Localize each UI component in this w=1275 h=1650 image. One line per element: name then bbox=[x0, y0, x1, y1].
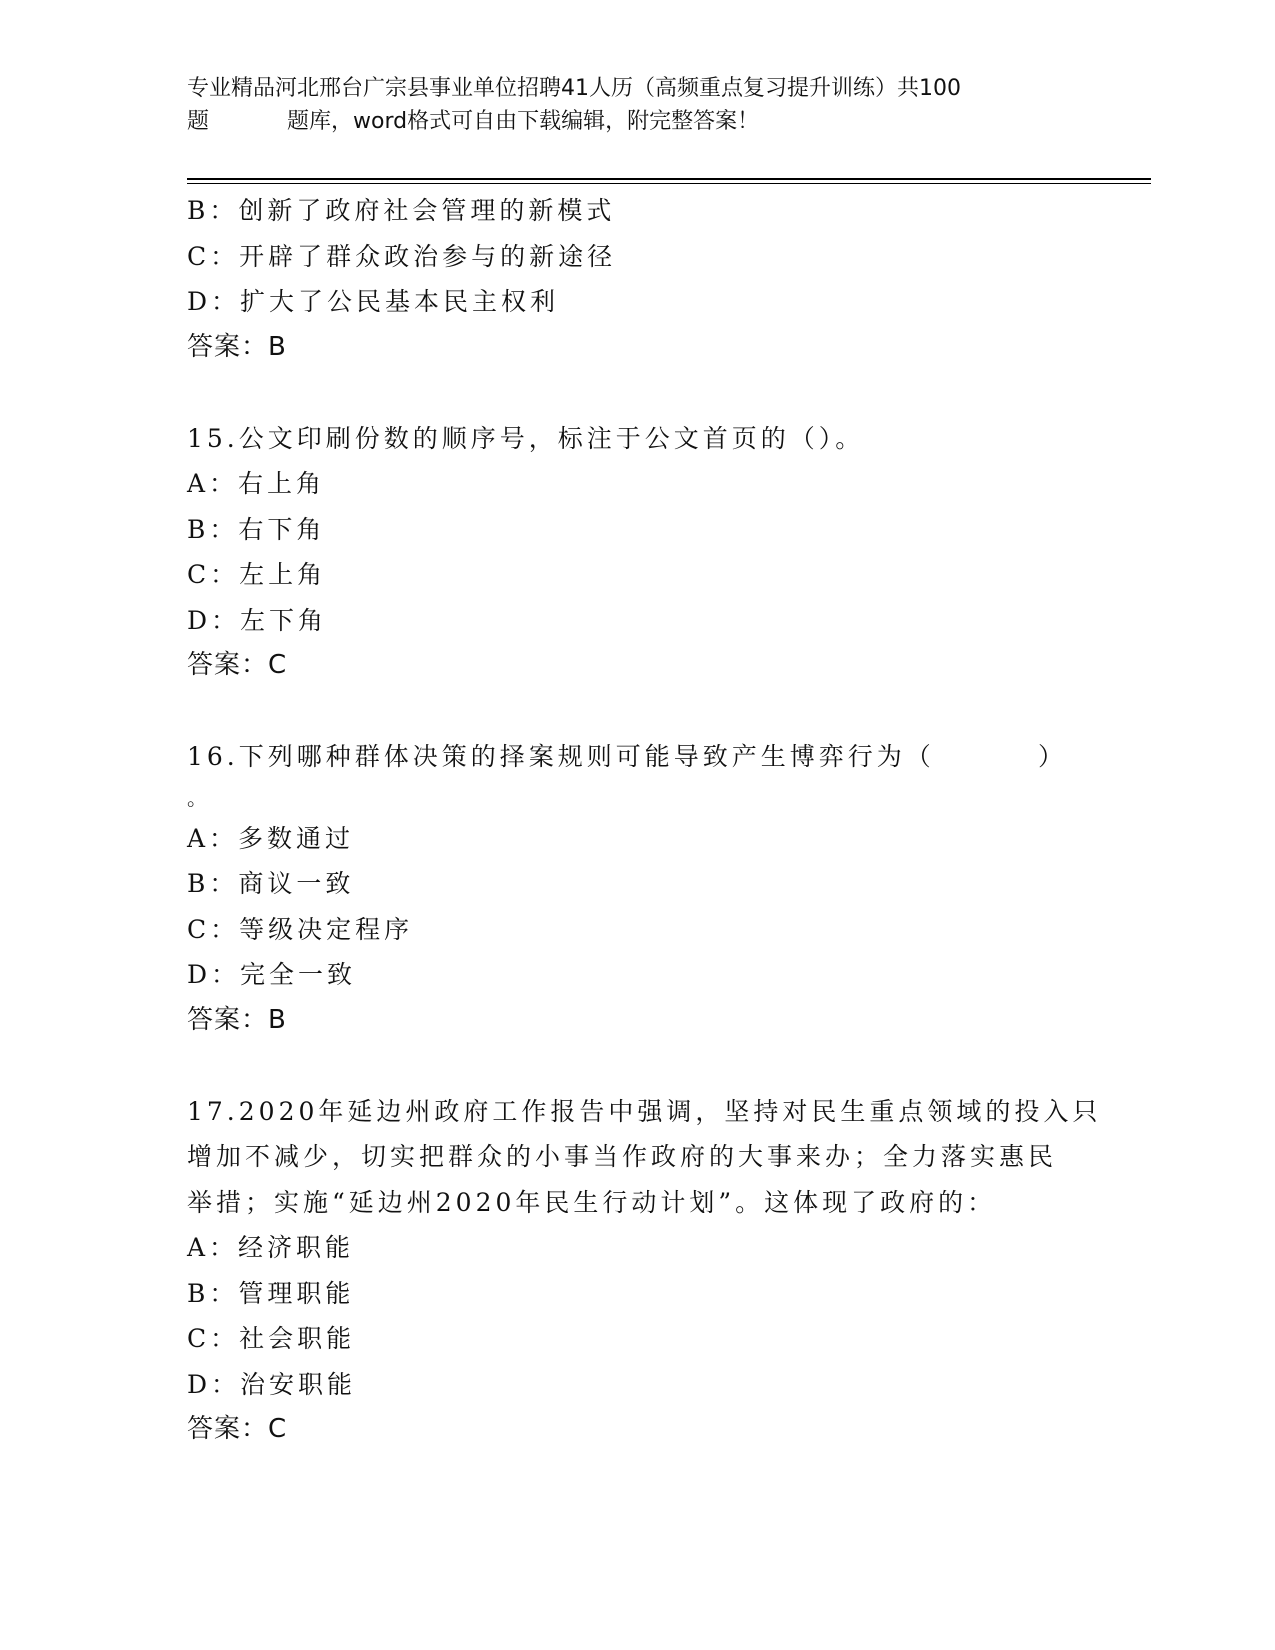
q17-option-d: D：治安职能 bbox=[187, 1369, 357, 1399]
q16-stem-text: 16.下列哪种群体决策的择案规则可能导致产生博弈行为（ bbox=[187, 742, 935, 771]
header-rule-thick bbox=[187, 178, 1151, 180]
q15-stem: 15.公文印刷份数的顺序号，标注于公文首页的（）。 bbox=[187, 423, 865, 453]
q17-answer: 答案：C bbox=[187, 1414, 288, 1444]
q16-option-d: D：完全一致 bbox=[187, 960, 357, 989]
q16-stem-tail: 。 bbox=[187, 785, 211, 810]
header-title-line2 bbox=[187, 105, 1067, 138]
q16-stem-close: ） bbox=[1037, 742, 1067, 771]
question-content bbox=[187, 188, 1102, 1453]
q14-option-c: C：开辟了群众政治参与的新途径 bbox=[187, 241, 617, 271]
q17-stem-line3: 举措；实施“延边州2020年民生行动计划”。这体现了政府的： bbox=[187, 1187, 997, 1217]
header-title-line1: 专业精品河北邢台广宗县事业单位招聘41人历（高频重点复习提升训练）共100 bbox=[187, 76, 961, 101]
q15-answer: 答案：C bbox=[187, 650, 288, 680]
q15-option-d: D：左下角 bbox=[187, 605, 328, 635]
document-header bbox=[187, 72, 1067, 138]
q17-stem-line2: 增加不减少，切实把群众的小事当作政府的大事来办；全力落实惠民 bbox=[187, 1142, 1058, 1171]
q15-option-c: C：左上角 bbox=[187, 560, 327, 589]
q15-option-b: B：右下角 bbox=[187, 514, 326, 544]
q16-stem bbox=[187, 734, 1067, 780]
q15-option-a: A：右上角 bbox=[187, 469, 326, 498]
q14-option-b: B：创新了政府社会管理的新模式 bbox=[187, 196, 616, 225]
q16-option-c: C：等级决定程序 bbox=[187, 914, 414, 944]
q17-option-a: A：经济职能 bbox=[187, 1233, 355, 1262]
q17-stem-line1: 17.2020年延边州政府工作报告中强调，坚持对民生重点领域的投入只 bbox=[187, 1096, 1102, 1126]
q14-answer: 答案：B bbox=[187, 331, 287, 362]
header-title-line2-a: 题 bbox=[187, 109, 210, 134]
header-title-line2-b: 题库，word格式可自由下载编辑，附完整答案！ bbox=[287, 109, 760, 134]
header-rule-thin bbox=[187, 183, 1151, 184]
q17-option-b: B：管理职能 bbox=[187, 1278, 355, 1308]
q17-option-c: C：社会职能 bbox=[187, 1324, 356, 1353]
q16-answer: 答案：B bbox=[187, 1004, 287, 1035]
q16-option-b: B：商议一致 bbox=[187, 869, 355, 898]
q16-option-a: A：多数通过 bbox=[187, 823, 355, 853]
q14-option-d: D：扩大了公民基本民主权利 bbox=[187, 287, 560, 316]
